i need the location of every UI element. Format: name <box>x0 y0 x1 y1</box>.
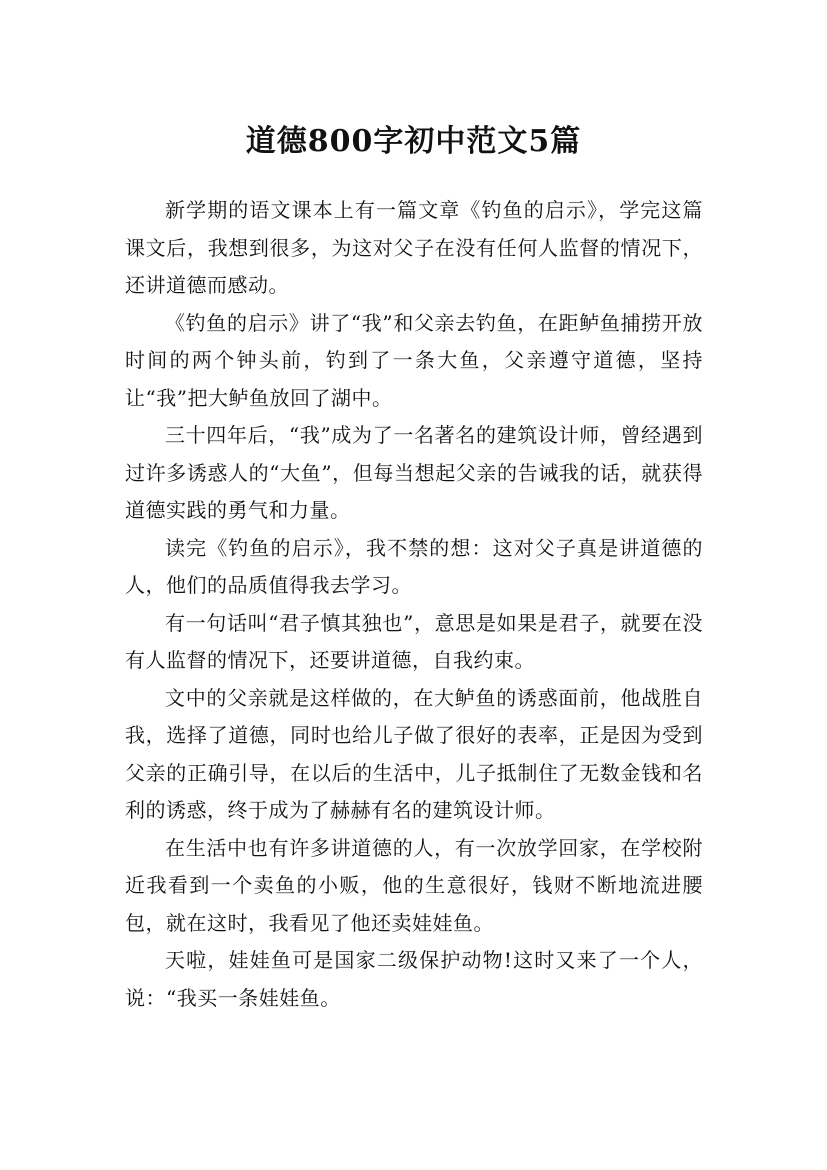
paragraph: 有一句话叫“君子慎其独也”，意思是如果是君子，就要在没有人监督的情况下，还要讲道德，自我约束。 <box>125 610 703 672</box>
document-body <box>125 192 703 1017</box>
document-title: 道德800字初中范文5篇 <box>245 124 582 160</box>
paragraph: 《钓鱼的启示》讲了“我”和父亲去钓鱼，在距鲈鱼捕捞开放时间的两个钟头前，钓到了一条大鱼，父亲遵守道德，坚持让“我”把大鲈鱼放回了湖中。 <box>125 310 703 410</box>
paragraph: 天啦，娃娃鱼可是国家二级保护动物!这时又来了一个人，说：“我买一条娃娃鱼。 <box>125 948 703 1010</box>
paragraph: 文中的父亲就是这样做的，在大鲈鱼的诱惑面前，他战胜自我，选择了道德，同时也给儿子做了很好的表率，正是因为受到父亲的正确引导，在以后的生活中，儿子抵制住了无数金钱和名利的诱惑，终于成为了赫赫有名的建筑设计师。 <box>125 685 703 822</box>
paragraph: 读完《钓鱼的启示》，我不禁的想：这对父子真是讲道德的人，他们的品质值得我去学习。 <box>125 535 703 597</box>
paragraph: 在生活中也有许多讲道德的人，有一次放学回家，在学校附近我看到一个卖鱼的小贩，他的生意很好，钱财不断地流进腰包，就在这时，我看见了他还卖娃娃鱼。 <box>125 835 703 935</box>
paragraph: 新学期的语文课本上有一篇文章《钓鱼的启示》，学完这篇课文后，我想到很多，为这对父子在没有任何人监督的情况下，还讲道德而感动。 <box>125 198 703 297</box>
paragraph: 三十四年后，“我”成为了一名著名的建筑设计师，曾经遇到过许多诱惑人的“大鱼”，但每当想起父亲的告诫我的话，就获得道德实践的勇气和力量。 <box>125 423 703 522</box>
